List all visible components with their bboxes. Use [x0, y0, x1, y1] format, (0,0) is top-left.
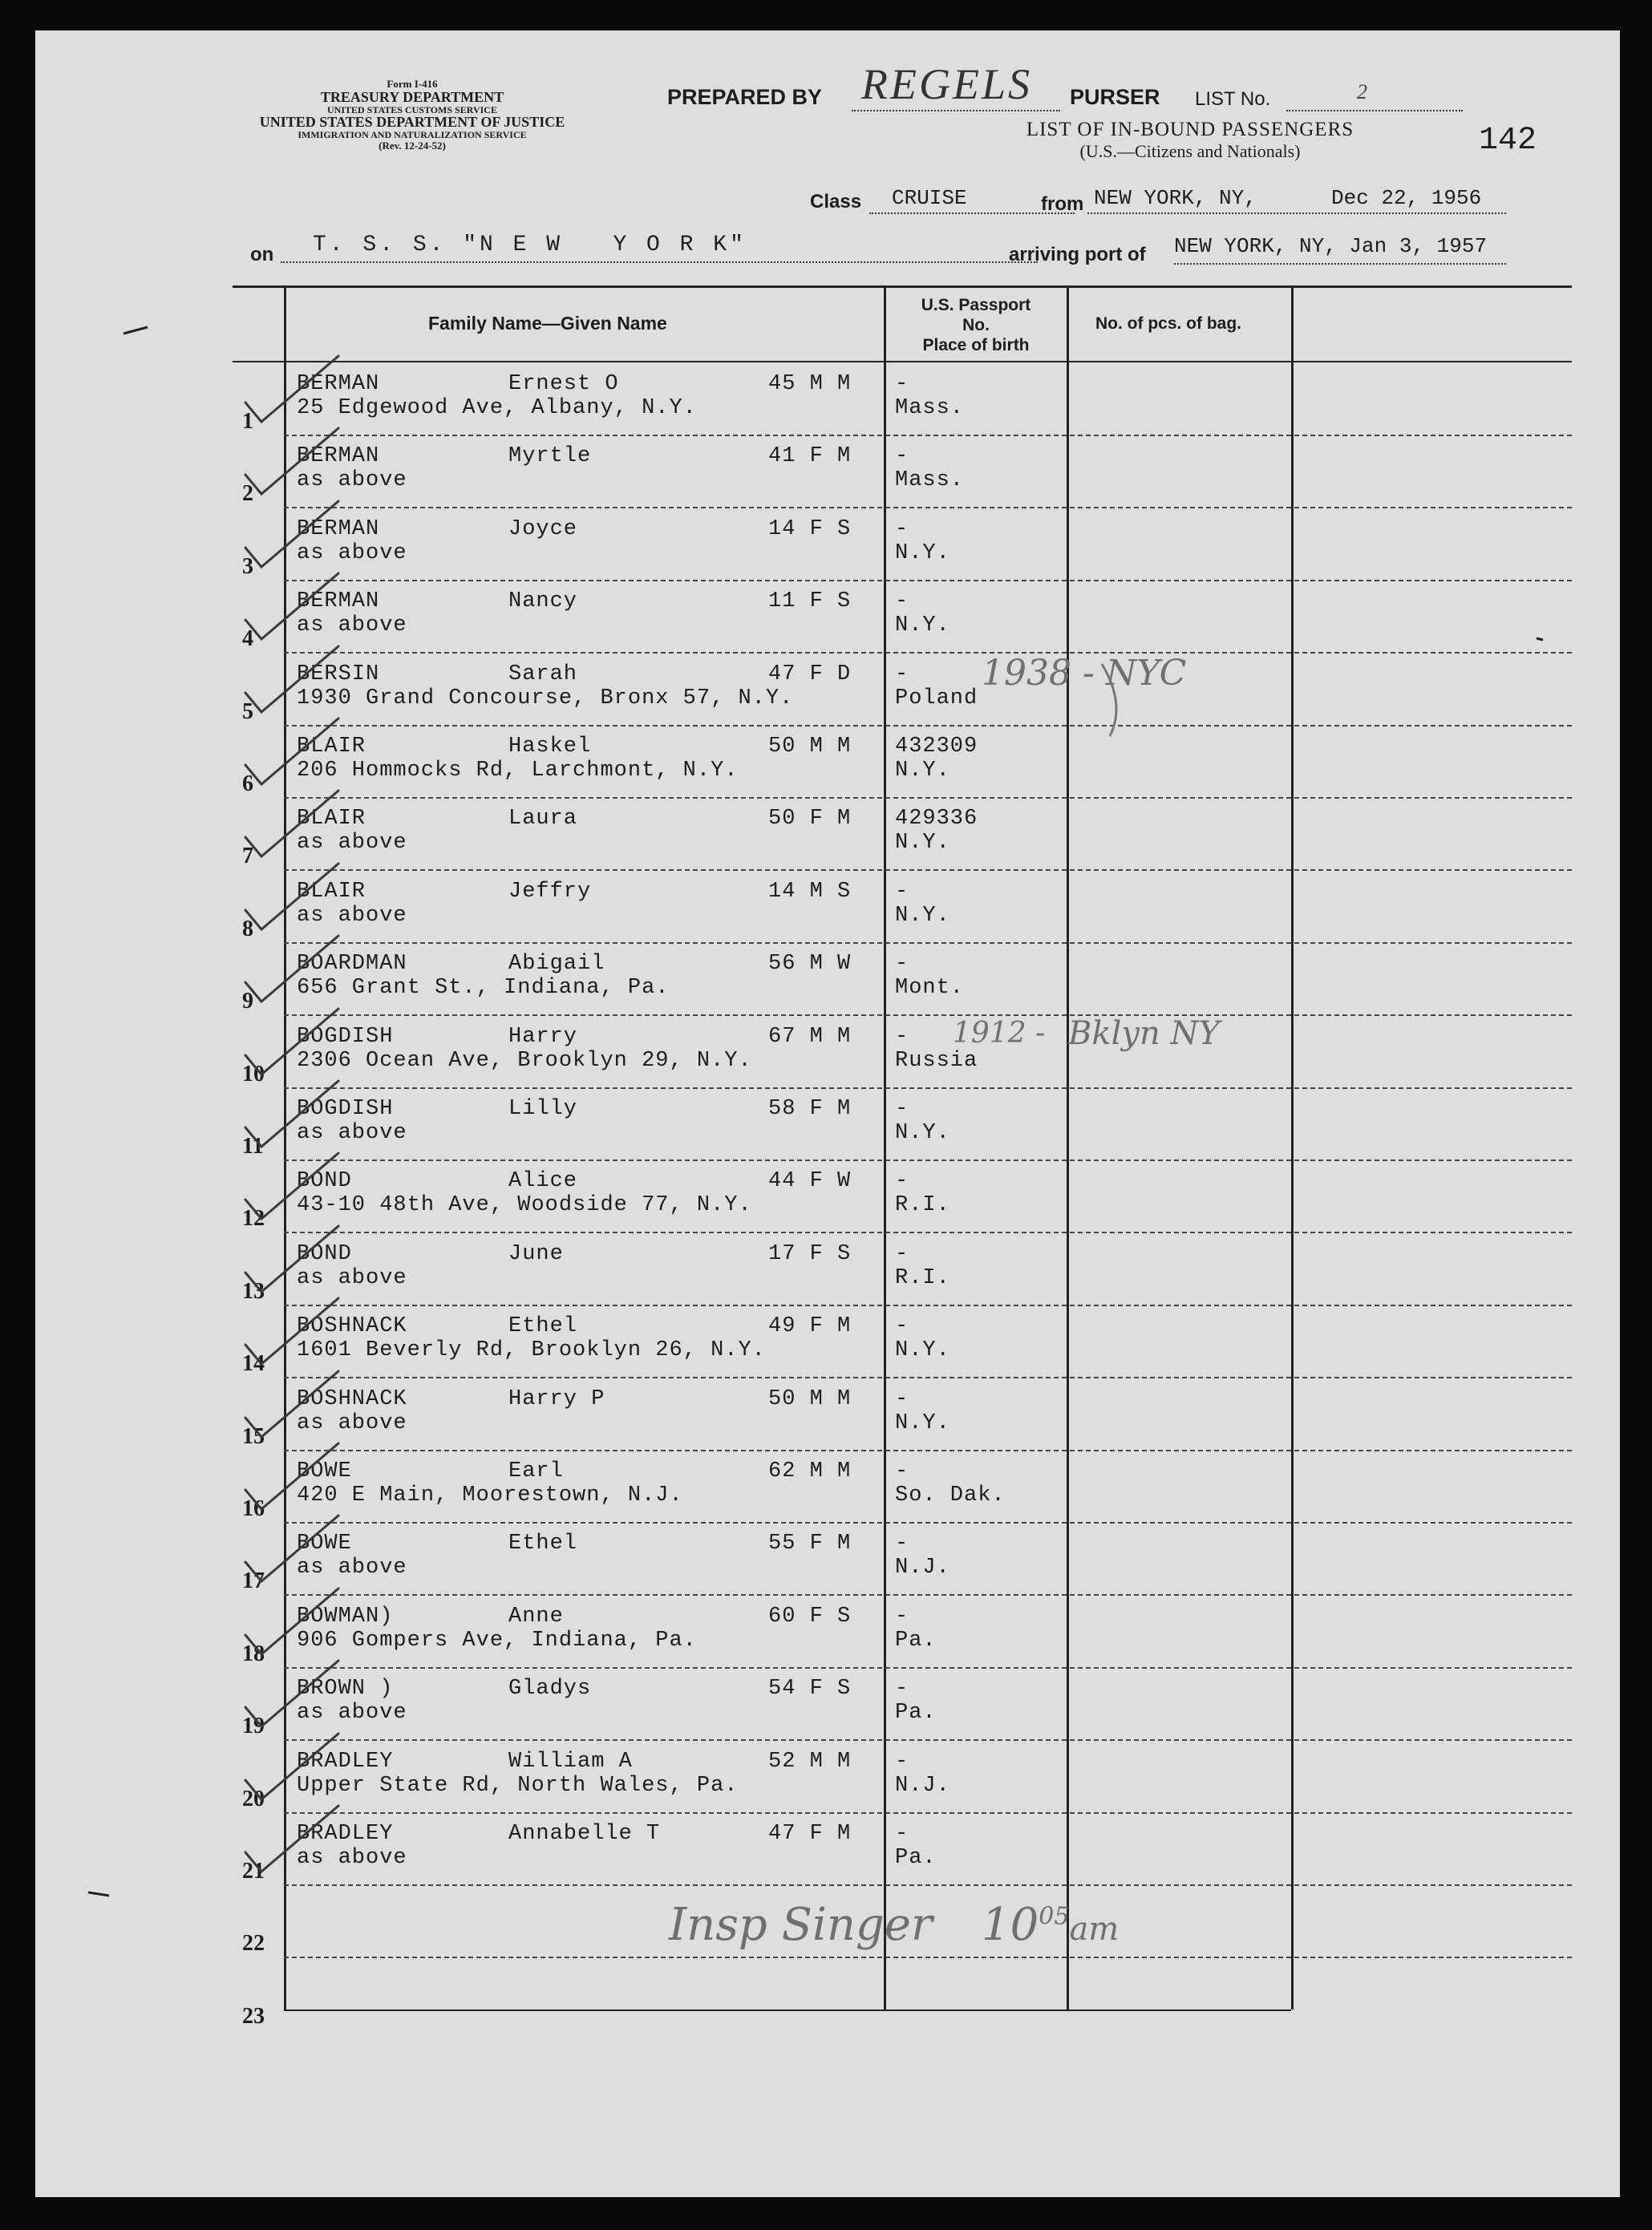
given-name: Lilly	[508, 1097, 578, 1121]
age-sex-marital: 14 F S	[768, 517, 852, 541]
address: 1601 Beverly Rd, Brooklyn 26, N.Y.	[297, 1338, 766, 1362]
row-number: 19	[242, 1714, 265, 1738]
arriving-port-value: NEW YORK, NY, Jan 3, 1957	[1174, 234, 1488, 258]
given-name: Haskel	[508, 735, 592, 759]
address: as above	[297, 1411, 407, 1435]
place-of-birth: N.Y.	[895, 1338, 950, 1362]
check-mark	[245, 428, 338, 494]
place-of-birth: N.J.	[895, 1774, 950, 1798]
col-header-name: Family Name—Given Name	[428, 313, 667, 334]
given-name: Jeffry	[508, 880, 592, 904]
inspection-time: $10^{05}am$	[982, 1899, 1120, 1951]
customs-service: UNITED STATES CUSTOMS SERVICE	[327, 103, 497, 115]
margin-mark	[1537, 638, 1543, 640]
given-name: June	[508, 1242, 564, 1266]
place-of-birth: Mont.	[895, 976, 965, 1000]
given-name: Ethel	[508, 1532, 578, 1556]
age-sex-marital: 50 M M	[768, 735, 852, 759]
family-name: BOSHNACK	[297, 1387, 407, 1411]
family-name: BOSHNACK	[297, 1314, 407, 1338]
address: 906 Gompers Ave, Indiana, Pa.	[297, 1629, 697, 1653]
ins-service: IMMIGRATION AND NATURALIZATION SERVICE	[298, 129, 527, 141]
given-name: William A	[508, 1750, 633, 1774]
passport-number: -	[895, 444, 909, 468]
vessel-name: T. S. S. "N E W Y O R K"	[313, 233, 747, 257]
check-mark	[245, 1009, 338, 1075]
given-name: Ethel	[508, 1314, 578, 1338]
row-number: 15	[242, 1424, 265, 1449]
age-sex-marital: 41 F M	[768, 444, 852, 468]
place-of-birth: Mass.	[895, 396, 965, 420]
family-name: BOGDISH	[297, 1097, 394, 1121]
manifest-page	[35, 30, 1620, 2197]
row-number: 7	[242, 844, 253, 868]
passport-number: -	[895, 1025, 909, 1049]
row-number: 17	[242, 1568, 265, 1593]
margin-mark	[88, 1892, 109, 1896]
row-number: 12	[242, 1206, 265, 1231]
given-name: Joyce	[508, 517, 578, 541]
place-of-birth: N.Y.	[895, 1411, 950, 1435]
address: 420 E Main, Moorestown, N.J.	[297, 1483, 683, 1508]
place-of-birth: N.Y.	[895, 831, 950, 855]
family-name: BERSIN	[297, 662, 380, 686]
passport-number: 432309	[895, 735, 978, 759]
row-number: 1	[242, 409, 253, 434]
on-label: on	[250, 244, 274, 265]
check-mark	[245, 1443, 338, 1509]
passport-number: -	[895, 1532, 909, 1556]
age-sex-marital: 45 M M	[768, 372, 852, 396]
address: as above	[297, 1701, 407, 1725]
from-value: NEW YORK, NY,	[1094, 186, 1257, 210]
place-of-birth: Pa.	[895, 1846, 937, 1870]
check-mark	[245, 791, 338, 856]
row-number: 4	[242, 626, 253, 651]
given-name: Gladys	[508, 1677, 592, 1701]
row-number: 21	[242, 1859, 265, 1884]
row-number: 3	[242, 554, 253, 579]
row-number: 8	[242, 917, 253, 941]
given-name: Harry	[508, 1025, 578, 1049]
place-of-birth: N.Y.	[895, 1121, 950, 1145]
passport-number: -	[895, 1822, 909, 1846]
row-number: 16	[242, 1496, 265, 1521]
age-sex-marital: 55 F M	[768, 1532, 852, 1556]
age-sex-marital: 49 F M	[768, 1314, 852, 1338]
age-sex-marital: 50 F M	[768, 807, 852, 831]
from-label: from	[1041, 193, 1084, 215]
passport-number: 429336	[895, 807, 978, 831]
family-name: BERMAN	[297, 444, 380, 468]
margin-mark	[123, 327, 148, 334]
address: Upper State Rd, North Wales, Pa.	[297, 1774, 739, 1798]
check-mark	[245, 1589, 338, 1654]
place-of-birth: Pa.	[895, 1629, 937, 1653]
check-mark	[245, 1298, 338, 1364]
given-name: Earl	[508, 1459, 564, 1483]
inspector-note: Insp Singer	[669, 1899, 933, 1951]
given-name: Nancy	[508, 589, 578, 613]
passport-number: -	[895, 1750, 909, 1774]
family-name: BRADLEY	[297, 1750, 394, 1774]
check-mark	[245, 1153, 338, 1219]
passport-number: -	[895, 880, 909, 904]
check-mark	[245, 1734, 338, 1799]
arriving-port-label: arriving port of	[1009, 244, 1146, 265]
row5-scribble	[1102, 664, 1116, 736]
family-name: BLAIR	[297, 735, 366, 759]
place-of-birth: Pa.	[895, 1701, 937, 1725]
address: 43-10 48th Ave, Woodside 77, N.Y.	[297, 1193, 752, 1217]
address: 656 Grant St., Indiana, Pa.	[297, 976, 670, 1000]
family-name: BOWE	[297, 1459, 352, 1483]
row-number: 11	[242, 1134, 264, 1159]
justice-dept: UNITED STATES DEPARTMENT OF JUSTICE	[259, 114, 565, 131]
address: 2306 Ocean Ave, Brooklyn 29, N.Y.	[297, 1049, 752, 1073]
family-name: BOND	[297, 1169, 352, 1193]
age-sex-marital: 67 M M	[768, 1025, 852, 1049]
col-header-bags: No. of pcs. of bag.	[1095, 314, 1241, 333]
age-sex-marital: 54 F S	[768, 1677, 852, 1701]
row-number: 20	[242, 1787, 265, 1811]
place-of-birth: Poland	[895, 686, 978, 710]
annotation-row10-place: Bklyn NY	[1068, 1015, 1220, 1052]
check-mark	[245, 1806, 338, 1872]
purser-signature: REGELS	[861, 60, 1032, 108]
row-number: 5	[242, 699, 253, 724]
annotation-row10-year: 1912 -	[953, 1017, 1046, 1050]
check-mark	[245, 1516, 338, 1581]
passport-number: -	[895, 662, 909, 686]
family-name: BOND	[297, 1242, 352, 1266]
passport-number: -	[895, 1605, 909, 1629]
address: as above	[297, 831, 407, 855]
place-of-birth: N.J.	[895, 1556, 950, 1580]
address: as above	[297, 613, 407, 637]
passport-number: -	[895, 1677, 909, 1701]
place-of-birth: R.I.	[895, 1266, 950, 1290]
page-number: 142	[1479, 123, 1537, 159]
given-name: Harry P	[508, 1387, 605, 1411]
list-number-label: LIST No.	[1195, 88, 1271, 110]
annotation-row5: 1938 - NYC	[982, 653, 1187, 694]
given-name: Alice	[508, 1169, 578, 1193]
address: as above	[297, 468, 407, 492]
passport-number: -	[895, 517, 909, 541]
passport-number: -	[895, 1097, 909, 1121]
check-mark	[245, 573, 338, 639]
age-sex-marital: 60 F S	[768, 1605, 852, 1629]
family-name: BOGDISH	[297, 1025, 394, 1049]
address: as above	[297, 1266, 407, 1290]
address: as above	[297, 1121, 407, 1145]
row-number: 18	[242, 1641, 265, 1666]
place-of-birth: N.Y.	[895, 904, 950, 928]
family-name: BRADLEY	[297, 1822, 394, 1846]
row-number: 2	[242, 481, 253, 506]
age-sex-marital: 47 F M	[768, 1822, 852, 1846]
passport-number: -	[895, 372, 909, 396]
age-sex-marital: 58 F M	[768, 1097, 852, 1121]
check-mark	[245, 356, 338, 422]
given-name: Anne	[508, 1605, 564, 1629]
age-sex-marital: 50 M M	[768, 1387, 852, 1411]
handwritten-marks	[35, 30, 1620, 2197]
place-of-birth: Mass.	[895, 468, 965, 492]
row-number: 14	[242, 1351, 265, 1376]
family-name: BERMAN	[297, 589, 380, 613]
given-name: Sarah	[508, 662, 578, 686]
row-number: 6	[242, 771, 253, 796]
age-sex-marital: 56 M W	[768, 952, 852, 976]
place-of-birth: N.Y.	[895, 613, 950, 637]
row-number: 22	[242, 1931, 265, 1956]
address: as above	[297, 541, 407, 565]
address: 206 Hommocks Rd, Larchmont, N.Y.	[297, 759, 739, 783]
check-mark	[245, 1226, 338, 1292]
age-sex-marital: 44 F W	[768, 1169, 852, 1193]
passport-number: -	[895, 1314, 909, 1338]
passport-number: -	[895, 952, 909, 976]
family-name: BOWE	[297, 1532, 352, 1556]
age-sex-marital: 47 F D	[768, 662, 852, 686]
check-mark	[245, 936, 338, 1002]
given-name: Abigail	[508, 952, 605, 976]
row-number: 10	[242, 1062, 265, 1087]
row-number: 13	[242, 1279, 265, 1304]
form-number: Form I-416	[387, 78, 438, 90]
check-mark	[245, 718, 338, 784]
departure-date: Dec 22, 1956	[1331, 186, 1482, 210]
class-value: CRUISE	[892, 186, 967, 210]
passport-number: -	[895, 1387, 909, 1411]
list-number: 2	[1357, 80, 1367, 103]
family-name: BERMAN	[297, 517, 380, 541]
given-name: Ernest O	[508, 372, 619, 396]
check-mark	[245, 1661, 338, 1726]
age-sex-marital: 62 M M	[768, 1459, 852, 1483]
check-mark	[245, 864, 338, 929]
place-of-birth: N.Y.	[895, 759, 950, 783]
check-mark	[245, 1081, 338, 1147]
age-sex-marital: 14 M S	[768, 880, 852, 904]
check-mark	[245, 501, 338, 567]
col-header-passport: U.S. Passport No. Place of birth	[921, 296, 1031, 355]
list-title-line1: LIST OF IN-BOUND PASSENGERS	[1026, 119, 1354, 140]
family-name: BOARDMAN	[297, 952, 407, 976]
check-mark	[245, 646, 338, 712]
check-mark	[245, 1371, 338, 1437]
place-of-birth: N.Y.	[895, 541, 950, 565]
family-name: BOWMAN)	[297, 1605, 394, 1629]
family-name: BROWN )	[297, 1677, 394, 1701]
family-name: BERMAN	[297, 372, 380, 396]
list-title-line2: (U.S.—Citizens and Nationals)	[1079, 141, 1301, 161]
class-label: Class	[810, 191, 862, 212]
row-number: 23	[242, 2004, 265, 2029]
family-name: BLAIR	[297, 807, 366, 831]
place-of-birth: Russia	[895, 1049, 978, 1073]
address: as above	[297, 1846, 407, 1870]
family-name: BLAIR	[297, 880, 366, 904]
passport-number: -	[895, 589, 909, 613]
row-number: 9	[242, 989, 253, 1014]
place-of-birth: So. Dak.	[895, 1483, 1006, 1508]
purser-label: PURSER	[1070, 85, 1160, 109]
place-of-birth: R.I.	[895, 1193, 950, 1217]
given-name: Laura	[508, 807, 578, 831]
age-sex-marital: 11 F S	[768, 589, 852, 613]
revision: (Rev. 12-24-52)	[379, 139, 446, 152]
passport-number: -	[895, 1459, 909, 1483]
address: as above	[297, 1556, 407, 1580]
age-sex-marital: 52 M M	[768, 1750, 852, 1774]
treasury-dept: TREASURY DEPARTMENT	[320, 88, 504, 105]
address: 1930 Grand Concourse, Bronx 57, N.Y.	[297, 686, 794, 710]
given-name: Myrtle	[508, 444, 592, 468]
address: as above	[297, 904, 407, 928]
given-name: Annabelle T	[508, 1822, 661, 1846]
passport-number: -	[895, 1169, 909, 1193]
passport-number: -	[895, 1242, 909, 1266]
prepared-by-label: PREPARED BY	[667, 85, 823, 109]
age-sex-marital: 17 F S	[768, 1242, 852, 1266]
address: 25 Edgewood Ave, Albany, N.Y.	[297, 396, 697, 420]
